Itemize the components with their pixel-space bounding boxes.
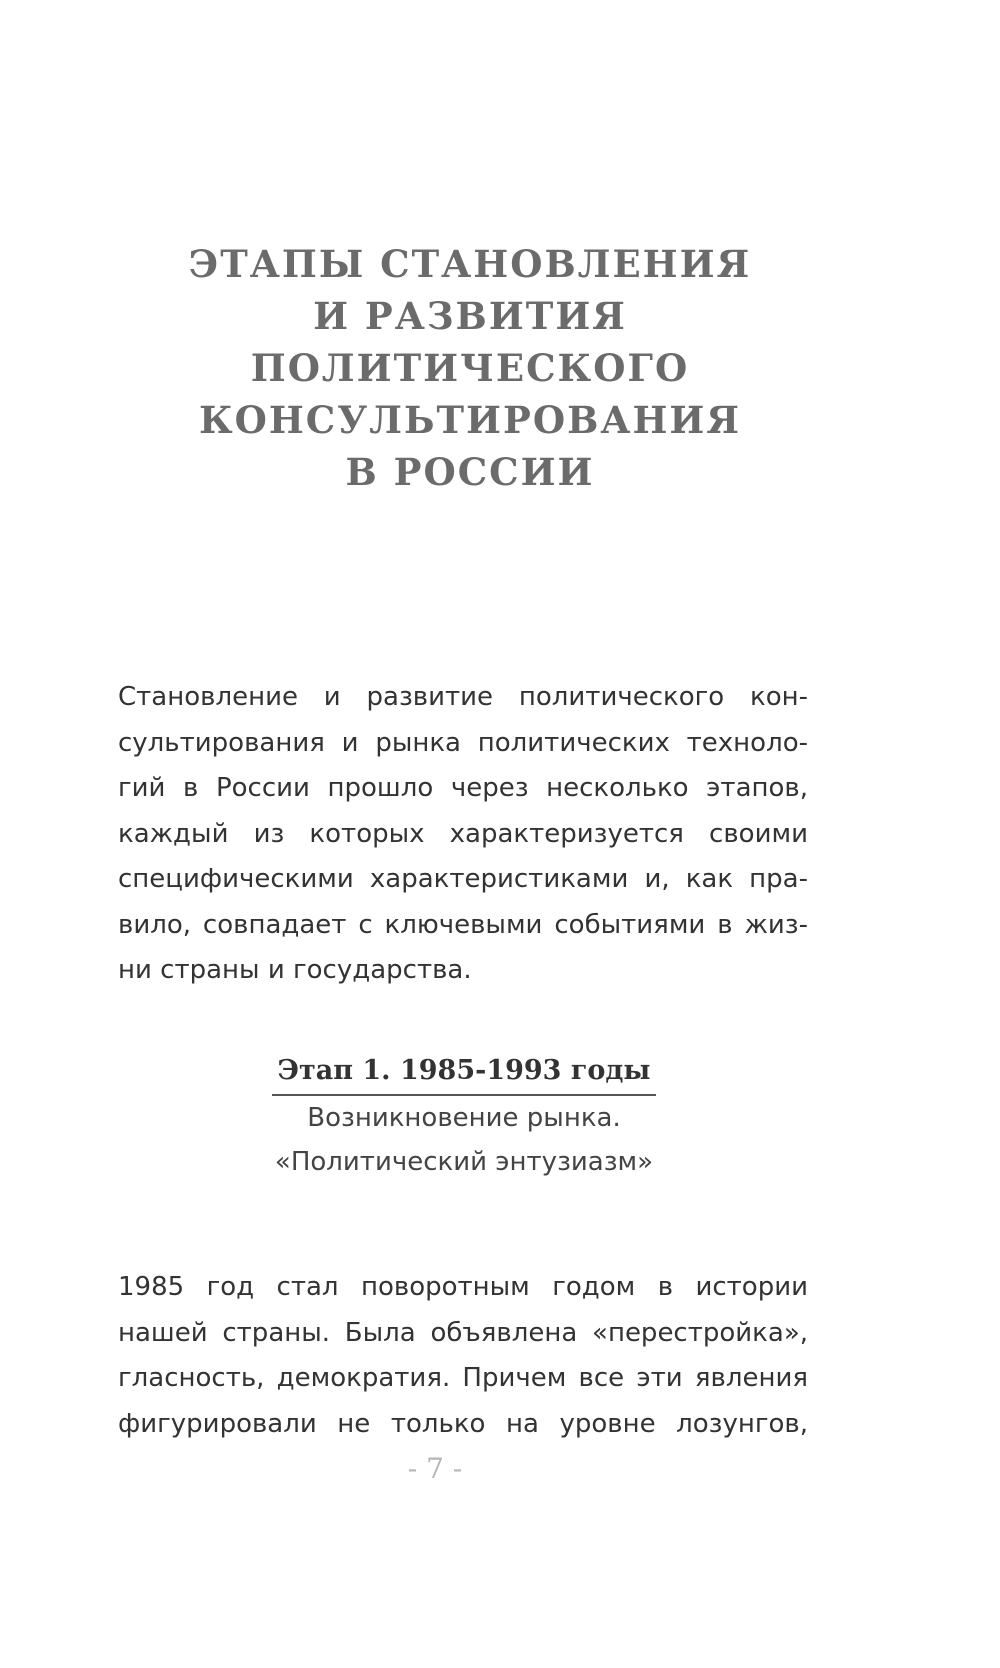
chapter-title	[0, 238, 940, 498]
body-line: нашей страны. Была объявлена «перестройка»,	[118, 1317, 808, 1348]
intro-line: гий в России прошло через несколько этапов,	[118, 773, 808, 803]
chapter-title-line: ЭТАПЫ СТАНОВЛЕНИЯ	[188, 242, 752, 286]
intro-line: каждый из которых характеризуется своими	[118, 818, 808, 849]
page-number-text: - 7 -	[407, 1452, 463, 1485]
body-line: фигурировали не только на уровне лозунгов,	[118, 1408, 808, 1439]
section-subtitle-line: «Политический энтузиазм»	[274, 1147, 654, 1177]
intro-line: вило, совпадает с ключевыми событиями в жиз-	[118, 909, 808, 940]
body-line: 1985 год стал поворотным годом в истории	[118, 1272, 808, 1302]
body-line: гласность, демократия. Причем все эти явления	[118, 1363, 808, 1393]
page-number	[0, 1452, 870, 1485]
intro-line: ни страны и государства.	[118, 955, 472, 985]
body-paragraph	[118, 1265, 808, 1447]
chapter-title-line: ПОЛИТИЧЕСКОГО	[250, 346, 690, 390]
section-subtitle-line: Возникновение рынка.	[307, 1103, 621, 1133]
chapter-title-line: КОНСУЛЬТИРОВАНИЯ	[198, 398, 742, 442]
intro-paragraph	[118, 675, 808, 994]
stage-heading: Этап 1. 1985-1993 годы	[272, 1050, 657, 1096]
section-heading	[0, 1050, 870, 1184]
intro-line: специфическими характеристиками и, как пра-	[118, 864, 808, 894]
chapter-title-line: В РОССИИ	[345, 450, 595, 494]
chapter-title-line: И РАЗВИТИЯ	[313, 294, 627, 338]
intro-line: Становление и развитие политического кон-	[118, 682, 808, 712]
intro-line: сультирования и рынка политических техноло-	[118, 727, 808, 758]
